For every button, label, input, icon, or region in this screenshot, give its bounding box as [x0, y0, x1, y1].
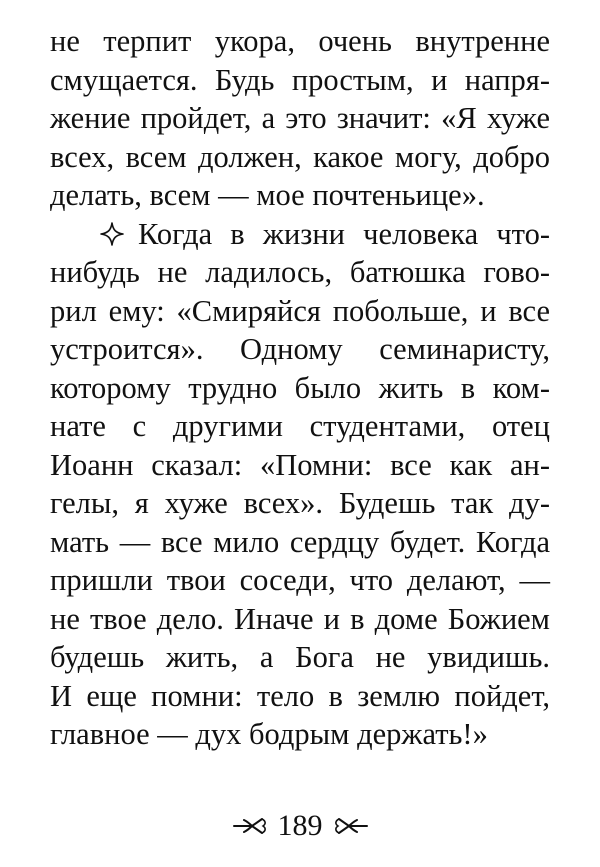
text-line: нибудь не ладилось, батюшка гово-: [50, 255, 550, 289]
text-line: не терпит укора, очень внутренне: [50, 24, 550, 58]
text-line: мать — все мило сердцу будет. Когда: [50, 524, 550, 559]
body-text: [50, 22, 550, 754]
paragraph-1: [50, 22, 550, 215]
text-line: Иоанн сказал: «Помни: все как ан-: [50, 447, 550, 482]
four-point-star-icon: [100, 222, 124, 246]
text-line: жение пройдет, а это значит: «Я хуже: [50, 101, 550, 135]
text-line: нате с другими студентами, отец: [50, 409, 550, 443]
text-line: устроится». Одному семинаристу,: [50, 332, 550, 366]
text-line: И еще помни: тело в землю пойдет,: [50, 678, 550, 713]
text-line: рил ему: «Смиряйся побольше, и все: [50, 293, 550, 328]
text-line: будешь жить, а Бога не увидишь.: [50, 640, 550, 674]
text-line: главное — дух бодрым держать!»: [50, 717, 488, 751]
text-line-first: [50, 215, 550, 254]
ornament-left-icon: [232, 815, 268, 837]
page-footer: [0, 808, 600, 844]
text-line: смущается. Будь простым, и напря-: [50, 62, 550, 97]
page-number: 189: [277, 809, 323, 842]
paragraph-2: [50, 215, 550, 754]
text-line-content: Когда в жизни человека что-: [138, 216, 550, 251]
text-line: которому трудно было жить в ком-: [50, 370, 550, 405]
text-line: не твое дело. Иначе и в доме Божием: [50, 601, 550, 636]
text-line: делать, всем — мое почтеньице».: [50, 178, 485, 212]
text-line: гелы, я хуже всех». Будешь так ду-: [50, 486, 550, 520]
text-line: пришли твои соседи, что делают, —: [50, 563, 550, 597]
text-line: всех, всем должен, какое могу, добро: [50, 139, 550, 174]
ornament-right-icon: [333, 815, 369, 837]
